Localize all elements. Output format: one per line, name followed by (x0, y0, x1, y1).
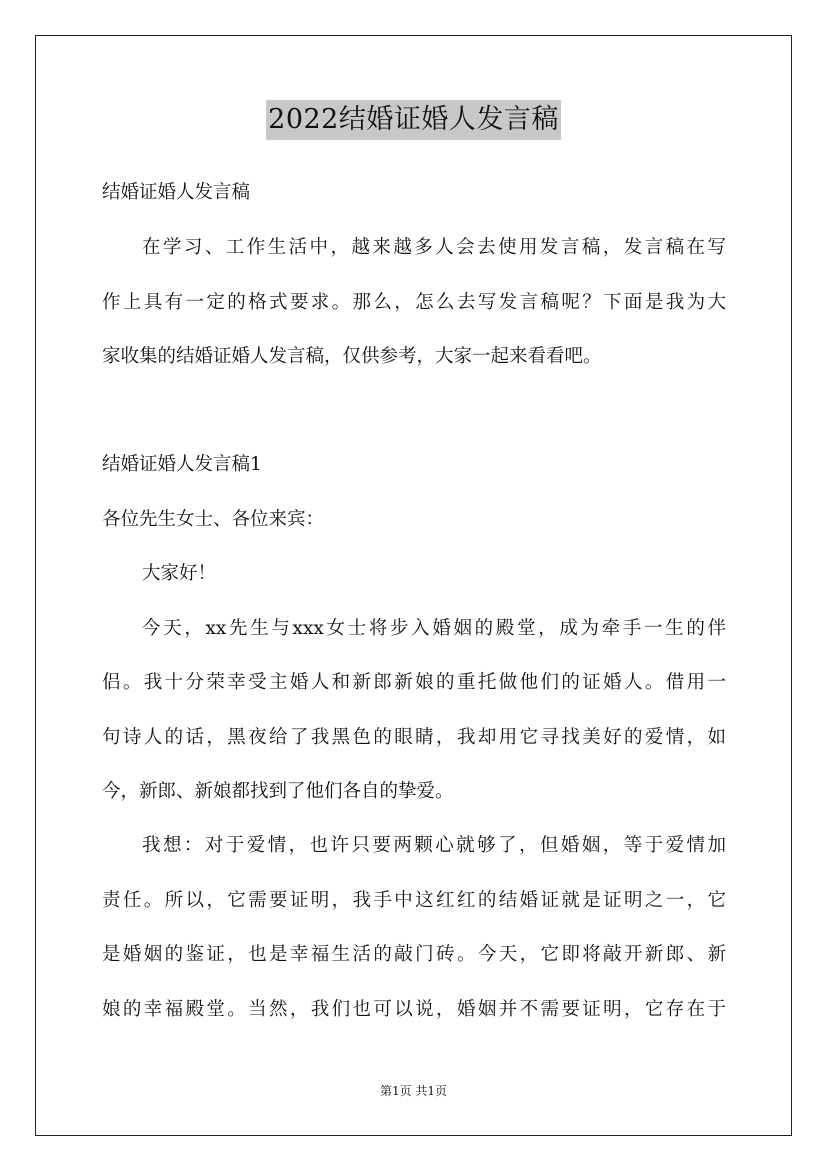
intro-line-2: 作上具有一定的格式要求。那么，怎么去写发言稿呢？下面是我为大 (102, 292, 726, 313)
paragraph2-line-3: 是婚姻的鉴证，也是幸福生活的敲门砖。今天，它即将敲开新郎、新 (102, 944, 726, 965)
paragraph1-line-1: 今天，xx先生与xxx女士将步入婚姻的殿堂，成为牵手一生的伴 (142, 618, 726, 639)
paragraph2-line-4: 娘的幸福殿堂。当然，我们也可以说，婚姻并不需要证明，它存在于 (102, 999, 726, 1020)
section-heading: 结婚证婚人发言稿1 (102, 454, 262, 475)
intro-line-3: 家收集的结婚证婚人发言稿，仅供参考，大家一起来看看吧。 (102, 346, 602, 367)
paragraph2-line-1: 我想：对于爱情，也许只要两颗心就够了，但婚姻，等于爱情加 (142, 835, 726, 856)
title-container (0, 100, 827, 140)
intro-line-1: 在学习、工作生活中，越来越多人会去使用发言稿，发言稿在写 (142, 237, 726, 258)
document-title: 2022结婚证婚人发言稿 (266, 100, 561, 140)
page-footer: 第1页 共1页 (379, 1084, 448, 1098)
salutation: 各位先生女士、各位来宾： (102, 509, 325, 530)
paragraph1-line-3: 句诗人的话，黑夜给了我黑色的眼睛，我却用它寻找美好的爱情，如 (102, 727, 726, 748)
greeting: 大家好！ (142, 563, 217, 584)
paragraph2-line-2: 责任。所以，它需要证明，我手中这红红的结婚证就是证明之一，它 (102, 890, 726, 911)
paragraph1-line-4: 今，新郎、新娘都找到了他们各自的挚爱。 (102, 781, 454, 802)
paragraph1-line-2: 侣。我十分荣幸受主婚人和新郎新娘的重托做他们的证婚人。借用一 (102, 672, 726, 693)
document-subtitle: 结婚证婚人发言稿 (102, 182, 251, 203)
